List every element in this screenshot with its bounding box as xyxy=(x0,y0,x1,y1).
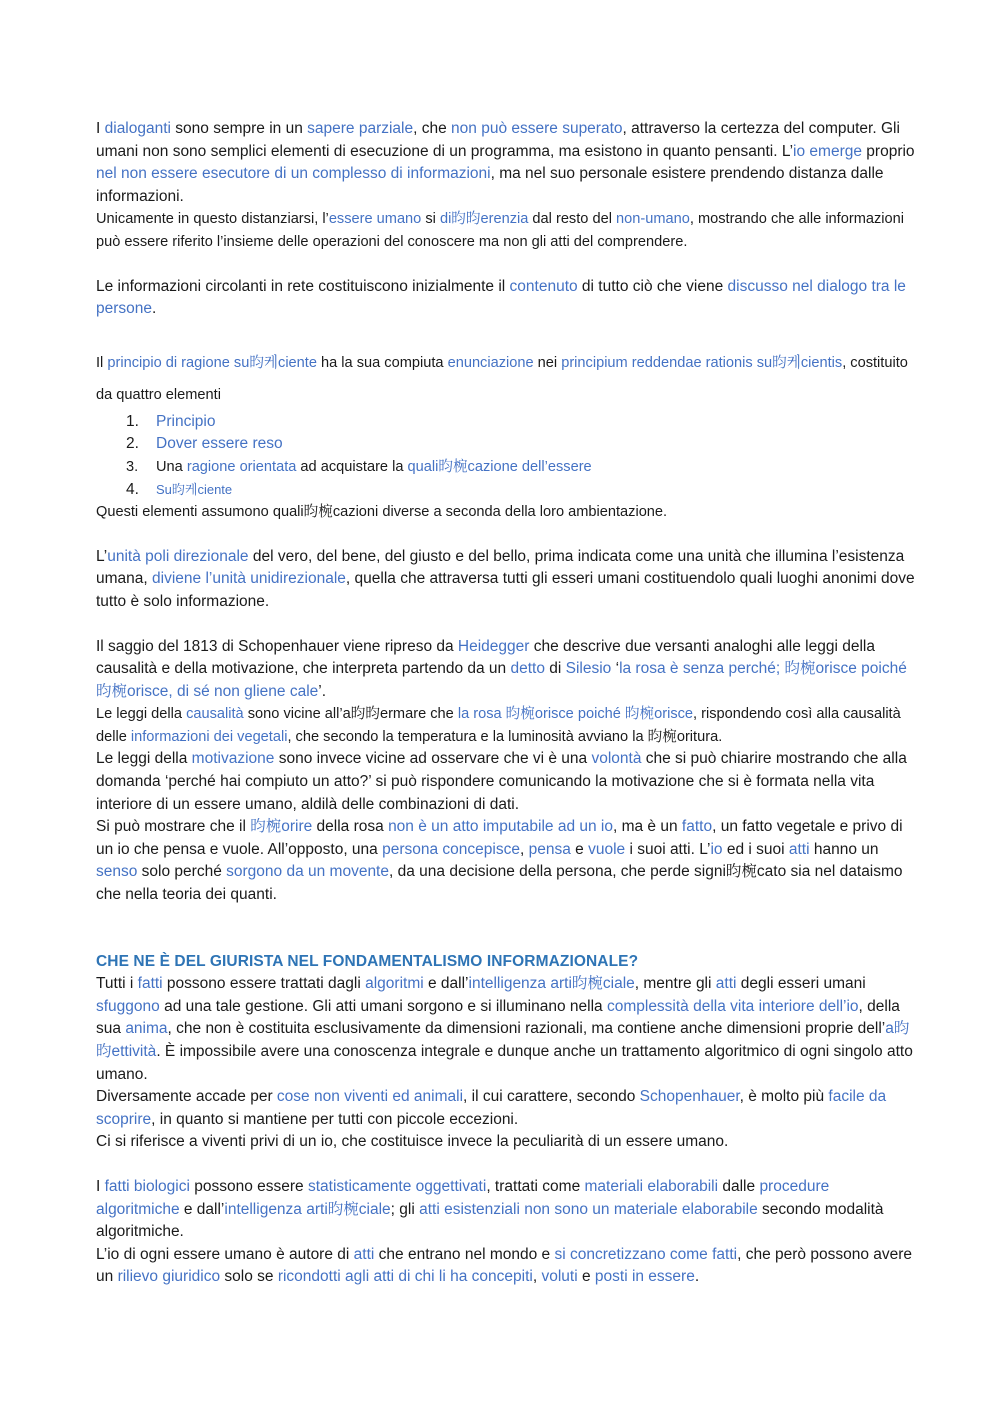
text-run: . xyxy=(152,300,157,318)
text-run: del vero, del bene, del giusto e del bello, prima indicata come una unità che illumina l’esistenza umana, xyxy=(96,547,905,588)
text-run: hanno un xyxy=(809,840,879,858)
highlighted-term: io xyxy=(710,840,723,858)
text-run: Il xyxy=(96,354,108,371)
text-run: ’. xyxy=(318,682,327,700)
text-run: , attraverso la certezza del computer. Gli umani non sono semplici elementi di esecuzione di un programma, ma esistono in quanto pensanti. L’ xyxy=(96,120,900,160)
text-run: i suoi atti. L’ xyxy=(625,840,711,858)
text-run: Unicamente in questo distanziarsi, l’ xyxy=(96,211,329,228)
text-run: si xyxy=(421,211,440,228)
highlighted-term: Schopenhauer xyxy=(639,1088,740,1106)
text-run: , che xyxy=(413,120,452,137)
highlighted-term: Silesio xyxy=(565,660,612,678)
highlighted-term: unità poli direzionale xyxy=(107,547,249,565)
list-item xyxy=(126,479,916,502)
paragraph-unita xyxy=(96,546,916,614)
text-run: ed i suoi xyxy=(722,840,789,858)
highlighted-term: vuole xyxy=(588,840,626,858)
highlighted-term: Heidegger xyxy=(457,637,530,655)
text-run: . xyxy=(694,1268,700,1286)
highlighted-term: discusso nel dialogo tra le persone xyxy=(96,277,906,318)
highlighted-term: sorgono da un movente xyxy=(226,863,389,881)
text-run: , della sua xyxy=(96,997,900,1038)
text-run: , ma è un xyxy=(612,818,682,836)
paragraph-principio xyxy=(96,347,916,411)
text-run: dal resto del xyxy=(528,211,616,228)
text-run: , da una decisione della persona, che perde signi昀椀cato sia nel dataismo che nella teoria dei quanti. xyxy=(96,863,903,904)
text-run: di xyxy=(544,660,566,678)
highlighted-term: a昀昀ettività xyxy=(96,1020,910,1060)
text-run: secondo modalità algoritmiche. xyxy=(96,1200,884,1241)
highlighted-term: intelligenza arti昀椀ciale xyxy=(468,975,635,993)
highlighted-term: Dover essere reso xyxy=(156,435,283,453)
highlighted-term: informazioni dei vegetali xyxy=(130,728,288,745)
text-run: Le leggi della xyxy=(96,706,187,723)
paragraph-viventi xyxy=(96,1131,916,1154)
text-run: Ci si riferisce a viventi privi di un io, che costituisce invece la peculiarità di un essere umano. xyxy=(96,1133,729,1151)
highlighted-term: persona concepisce xyxy=(382,840,520,858)
text-run: Diversamente accade per xyxy=(96,1088,277,1106)
highlighted-term: anima xyxy=(125,1020,168,1038)
text-run: sono sempre in un xyxy=(170,120,308,137)
text-run: che entrano nel mondo e xyxy=(374,1245,555,1263)
text-run: ad acquistare la xyxy=(296,458,408,475)
text-run: ad una tale gestione. Gli atti umani sorgono e si illuminano nella xyxy=(159,997,607,1015)
text-run: di tutto ciò che viene xyxy=(577,277,728,295)
text-run: e dall’ xyxy=(179,1200,225,1218)
elements-list xyxy=(96,411,916,501)
highlighted-term: la rosa 昀椀orisce poiché 昀椀orisce xyxy=(457,706,694,723)
paragraph-schopenhauer xyxy=(96,636,916,704)
highlighted-term: atti xyxy=(715,975,737,993)
text-run: , xyxy=(532,1268,542,1286)
list-number: 1. xyxy=(126,412,139,430)
text-run: Una xyxy=(156,458,187,475)
highlighted-term: la rosa è senza perché; 昀椀orisce poiché 昀椀orisce, di sé non gliene cale xyxy=(96,660,907,700)
text-run: Le informazioni circolanti in rete costituiscono inizialmente il xyxy=(96,277,510,295)
text-run: , quella che attraversa tutti gli esseri umani costituendolo quali luoghi anonimi dove tutto è solo informazione. xyxy=(96,570,915,610)
highlighted-term: detto xyxy=(510,660,545,678)
highlighted-term: Principio xyxy=(156,412,216,430)
text-run: Tutti i xyxy=(96,975,138,993)
text-run: L’ xyxy=(96,547,108,565)
text-run: , il cui carattere, secondo xyxy=(463,1088,640,1106)
document-page xyxy=(96,118,916,1289)
text-run: , che però possono avere un xyxy=(96,1245,913,1286)
text-run: I xyxy=(96,1177,105,1195)
text-run: ha la sua compiuta xyxy=(316,354,448,371)
text-run: , è molto più xyxy=(739,1088,829,1106)
highlighted-term: non-umano xyxy=(616,211,690,228)
highlighted-term: non è un atto imputabile ad un io xyxy=(388,818,613,836)
text-run: dalle xyxy=(718,1177,760,1195)
text-run: possono essere xyxy=(189,1177,308,1195)
highlighted-term: io emerge xyxy=(793,142,862,160)
text-run: e xyxy=(577,1268,595,1286)
paragraph-motivazione xyxy=(96,748,916,816)
highlighted-term: pensa xyxy=(528,840,571,858)
highlighted-term: materiali elaborabili xyxy=(584,1177,719,1195)
text-run: , che non è costituita esclusivamente da dimensioni razionali, ma contiene anche dimensioni proprie dell’ xyxy=(167,1020,886,1038)
highlighted-term: fatto xyxy=(681,818,713,836)
text-run: che descrive due versanti analoghi alle leggi della causalità e della motivazione, che interpreta partendo da un xyxy=(96,637,875,678)
text-run: , in quanto si mantiene per tutti con piccole eccezioni. xyxy=(151,1110,519,1128)
paragraph-fiorire xyxy=(96,816,916,906)
highlighted-term: principio di ragione su昀케ciente xyxy=(107,354,317,371)
list-number: 2. xyxy=(126,435,139,453)
highlighted-term: motivazione xyxy=(191,750,275,768)
list-number: 4. xyxy=(126,480,139,498)
text-run: sono invece vicine ad osservare che vi è una xyxy=(274,750,592,768)
highlighted-term: non può essere superato xyxy=(451,120,623,137)
highlighted-term: atti esistenziali non sono un materiale elaborabile xyxy=(419,1200,758,1218)
highlighted-term: essere umano xyxy=(328,211,422,228)
paragraph-io-autore xyxy=(96,1244,916,1289)
text-run: della rosa xyxy=(312,818,389,836)
highlighted-term: si concretizzano come fatti xyxy=(554,1245,738,1263)
highlighted-term: statisticamente oggettivati xyxy=(307,1177,487,1195)
highlighted-term: enunciazione xyxy=(447,354,534,371)
highlighted-term: senso xyxy=(96,863,138,881)
text-run: ; gli xyxy=(390,1200,420,1218)
highlighted-term: diviene l’unità unidirezionale xyxy=(152,570,346,588)
text-run: solo perché xyxy=(137,863,227,881)
text-run: Il saggio del 1813 di Schopenhauer viene ripreso da xyxy=(96,637,458,655)
highlighted-term: ragione orientata xyxy=(186,458,297,475)
highlighted-term: procedure algoritmiche xyxy=(96,1177,830,1218)
highlighted-term: 昀椀orire xyxy=(250,818,313,836)
text-run: e xyxy=(570,840,589,858)
highlighted-term: nel non essere esecutore di un complesso di informazioni xyxy=(96,165,491,183)
highlighted-term: sapere parziale xyxy=(307,120,414,137)
text-run: , ma nel suo personale esistere prendendo distanza dalle informazioni. xyxy=(96,165,884,205)
paragraph-qualificazioni xyxy=(96,501,916,524)
highlighted-term: causalità xyxy=(186,706,244,723)
text-run: Le leggi della xyxy=(96,750,192,768)
highlighted-term: intelligenza arti昀椀ciale xyxy=(224,1200,391,1218)
text-run: Questi elementi assumono quali昀椀cazioni diverse a seconda della loro ambientazione. xyxy=(96,504,668,521)
paragraph-informazioni xyxy=(96,276,916,321)
paragraph-causalita xyxy=(96,703,916,748)
text-run: e dall’ xyxy=(423,975,469,993)
text-run: proprio xyxy=(861,142,915,160)
highlighted-term: principium reddendae rationis su昀케cientis xyxy=(561,354,843,371)
list-item xyxy=(126,411,916,434)
text-run: che si può chiarire mostrando che alla domanda ‘perché hai compiuto un atto?’ si può rispondere comunicando la motivazione che si è formata nella vita interiore di un essere umano, aldilà delle combinazioni di dati. xyxy=(96,750,907,813)
text-run: , mostrando che alle informazioni può essere riferito l’insieme delle operazioni del conoscere ma non gli atti del comprendere. xyxy=(96,211,904,250)
highlighted-term: complessità della vita interiore dell’io xyxy=(606,997,859,1015)
highlighted-term: posti in essere xyxy=(594,1268,695,1286)
paragraph-fatti xyxy=(96,973,916,1086)
text-run: L’io di ogni essere umano è autore di xyxy=(96,1245,354,1263)
text-run: I xyxy=(96,120,105,137)
text-run: , costituito da quattro elementi xyxy=(96,354,908,403)
highlighted-term: atti xyxy=(353,1245,375,1263)
highlighted-term: Su昀케ciente xyxy=(156,481,233,497)
text-run: . È impossibile avere una conoscenza integrale e dunque anche un trattamento algoritmico di ogni singolo atto umano. xyxy=(96,1043,913,1083)
section-heading: CHE NE È DEL GIURISTA NEL FONDAMENTALISMO INFORMAZIONALE? xyxy=(96,952,639,970)
highlighted-term: fatti biologici xyxy=(104,1177,190,1195)
highlighted-term: algoritmi xyxy=(365,975,424,993)
text-run: ‘ xyxy=(611,660,620,678)
text-run: possono essere trattati dagli xyxy=(162,975,366,993)
paragraph-fatti-biologici xyxy=(96,1176,916,1244)
text-run: Si può mostrare che il xyxy=(96,818,251,836)
paragraph-distanziarsi xyxy=(96,208,916,253)
paragraph-dialoganti xyxy=(96,118,916,208)
highlighted-term: cose non viventi ed animali xyxy=(276,1088,464,1106)
text-run: , che secondo la temperatura e la luminosità avviano la 昀椀oritura. xyxy=(287,728,723,745)
list-number: 3. xyxy=(126,458,139,475)
text-run: , rispondendo così alla causalità delle xyxy=(96,706,901,745)
text-run: nei xyxy=(533,354,562,371)
highlighted-term: fatti xyxy=(137,975,163,993)
text-run: , trattati come xyxy=(486,1177,585,1195)
list-item xyxy=(126,433,916,456)
highlighted-term: dialoganti xyxy=(104,120,171,137)
text-run: , un fatto vegetale e privo di un io che pensa e vuole. All’opposto, una xyxy=(96,818,903,858)
list-item xyxy=(126,456,916,479)
text-run: sono vicine all’a昀昀ermare che xyxy=(243,706,458,723)
text-run: degli esseri umani xyxy=(736,975,866,993)
text-run: , xyxy=(519,840,529,858)
highlighted-term: di昀昀erenzia xyxy=(439,211,529,228)
highlighted-term: atti xyxy=(788,840,810,858)
text-run: , mentre gli xyxy=(634,975,716,993)
highlighted-term: contenuto xyxy=(509,277,578,295)
highlighted-term: volontà xyxy=(591,750,642,768)
text-run: solo se xyxy=(220,1268,278,1286)
highlighted-term: ricondotti agli atti di chi li ha concepiti xyxy=(277,1268,533,1286)
highlighted-term: facile da scoprire xyxy=(96,1088,887,1128)
highlighted-term: sfuggono xyxy=(96,997,160,1015)
paragraph-diversamente xyxy=(96,1086,916,1131)
highlighted-term: rilievo giuridico xyxy=(117,1268,221,1286)
highlighted-term: quali昀椀cazione dell’essere xyxy=(407,458,592,475)
highlighted-term: voluti xyxy=(541,1268,578,1286)
